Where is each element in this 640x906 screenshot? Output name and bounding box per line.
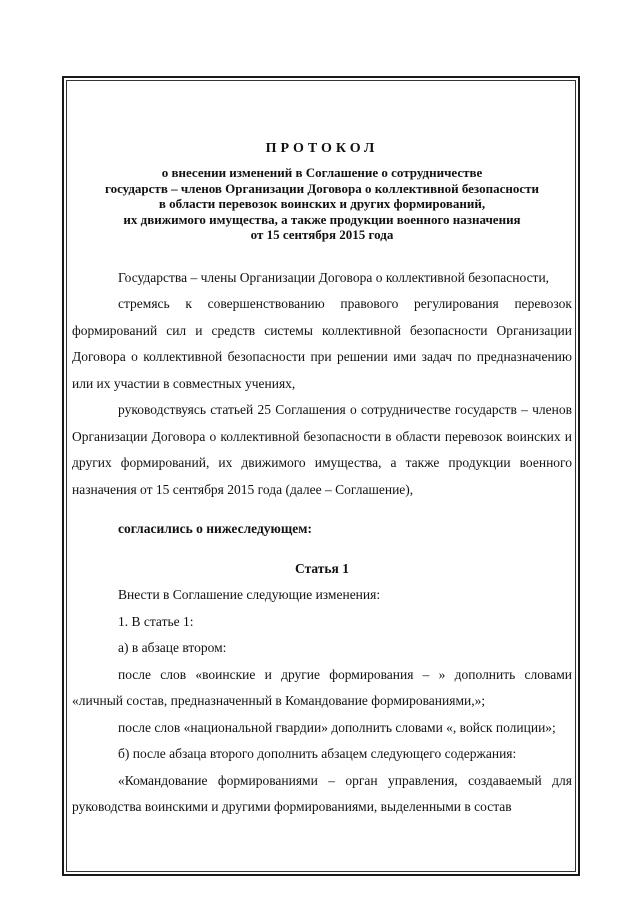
subtitle-line: в области перевозок воинских и других формирований, xyxy=(158,196,486,211)
document-subtitle xyxy=(72,165,572,243)
spacer xyxy=(72,543,572,556)
preamble-paragraph: Государства – члены Организации Договора о коллективной безопасности, xyxy=(118,269,550,285)
document-body xyxy=(72,140,572,868)
agreed-statement: согласились о нижеследующем: xyxy=(118,521,312,536)
subtitle-line: их движимого имущества, а также продукции военного назначения xyxy=(123,211,521,227)
spacer xyxy=(72,503,572,516)
article-paragraph: Внести в Соглашение следующие изменения: xyxy=(118,587,381,602)
article-heading: Статья 1 xyxy=(295,560,349,576)
article-paragraph: после слов «воинские и другие формирования – » дополнить словами «личный состав, предназначенный в Командование формированиями,»; xyxy=(72,666,572,708)
subtitle-line: государств – членов Организации Договора о коллективной безопасности xyxy=(105,180,539,196)
document-title: ПРОТОКОЛ xyxy=(265,141,379,156)
article-paragraph: «Командование формированиями – орган управления, создаваемый для руководства воинскими и другими формированиями, выделенными в состав xyxy=(72,772,572,814)
article-paragraph: б) после абзаца второго дополнить абзацем следующего содержания: xyxy=(118,746,517,761)
subtitle-line: о внесении изменений в Соглашение о сотрудничестве xyxy=(161,165,483,180)
article-paragraph: после слов «национальной гвардии» дополнить словами «, войск полиции»; xyxy=(118,719,556,735)
preamble-paragraph: стремясь к совершенствованию правового регулирования перевозок формирований сил и средств системы коллективной безопасности Организации Договора о коллективной безопасности при решении ими задач по предназначению или их участии в совместных учениях, xyxy=(72,296,572,391)
subtitle-line: от 15 сентября 2015 года xyxy=(250,227,394,242)
article-paragraph: 1. В статье 1: xyxy=(118,613,194,629)
preamble-paragraph: руководствуясь статьей 25 Соглашения о сотрудничестве государств – членов Организации Договора о коллективной безопасности в области перевозок воинских и других формирований, их движимого имущества, а также продукции военного назначения от 15 сентября 2015 года (далее – Соглашение), xyxy=(72,402,572,497)
article-paragraph: а) в абзаце втором: xyxy=(118,640,227,655)
